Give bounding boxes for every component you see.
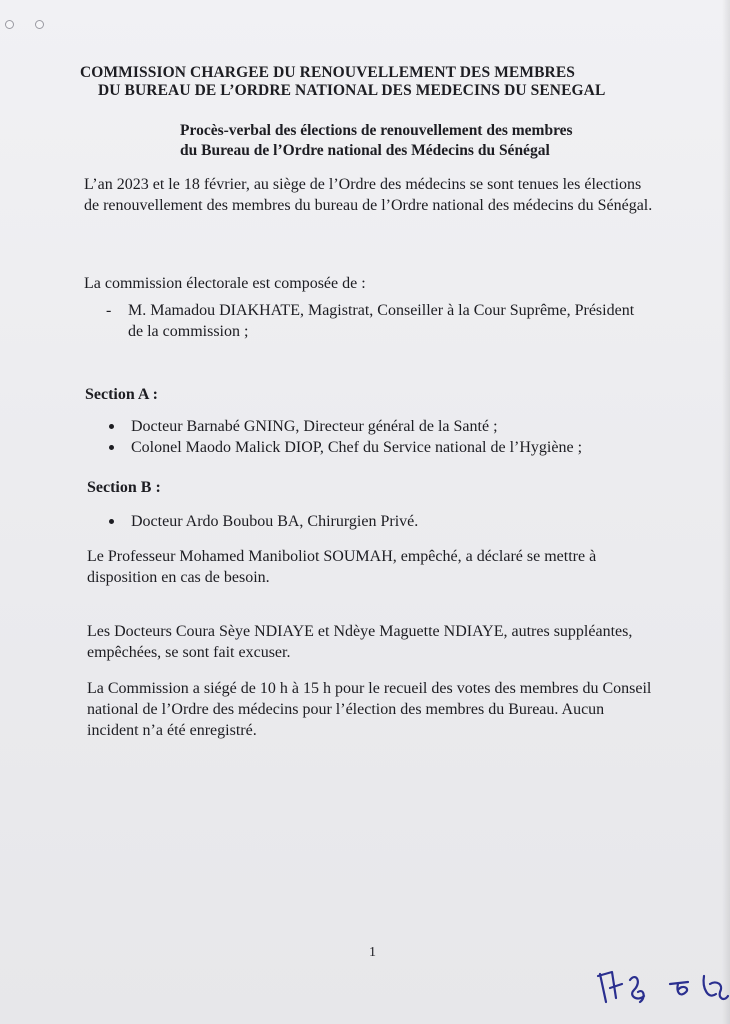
punch-hole [5,20,14,29]
section-a-list [107,416,667,458]
professeur-paragraph: Le Professeur Mohamed Maniboliot SOUMAH, empêché, a déclaré se mettre à disposition en cas de besoin. [87,548,597,586]
list-item: Docteur Ardo Boubou BA, Chirurgien Privé. [107,511,667,532]
intro-paragraph: L’an 2023 et le 18 février, au siège de l’Ordre des médecins se sont tenues les élections de renouvellement des membres du bureau de l’Ordre national des médecins du Sénégal. [84,176,653,214]
docteurs-paragraph: Les Docteurs Coura Sèye NDIAYE et Ndèye Maguette NDIAYE, autres suppléantes, empêchées, se sont fait excuser. [87,623,633,661]
subheading-line-1: Procès-verbal des élections de renouvellement des membres [180,122,573,139]
punch-hole [35,20,44,29]
president-item [106,300,666,342]
list-item: Colonel Maodo Malick DIOP, Chef du Service national de l’Hygiène ; [107,437,667,458]
heading-line-2: DU BUREAU DE L’ORDRE NATIONAL DES MEDECINS DU SENEGAL [98,82,606,99]
dash-marker: - [106,302,112,319]
document-subheading [180,121,640,161]
heading-line-1: COMMISSION CHARGEE DU RENOUVELLEMENT DES MEMBRES [80,64,575,81]
president-line-2: de la commission ; [128,323,249,340]
section-b-list [107,511,667,532]
page-number: 1 [369,945,376,960]
commission-paragraph: La Commission a siégé de 10 h à 15 h pour le recueil des votes des membres du Conseil national de l’Ordre des médecins pour l’élection des membres du Bureau. Aucun incident n’a été enregistré. [87,680,652,739]
section-a-title: Section A : [85,386,158,403]
section-b-title: Section B : [87,479,161,496]
handwritten-initials [592,962,730,1024]
composition-intro: La commission électorale est composée de : [84,275,366,292]
page-edge-shadow [722,0,730,1024]
subheading-line-2: du Bureau de l’Ordre national des Médecins du Sénégal [180,142,550,159]
document-heading [80,64,640,100]
list-item: Docteur Barnabé GNING, Directeur général de la Santé ; [107,416,667,437]
president-line-1: M. Mamadou DIAKHATE, Magistrat, Conseiller à la Cour Suprême, Président [128,302,635,319]
